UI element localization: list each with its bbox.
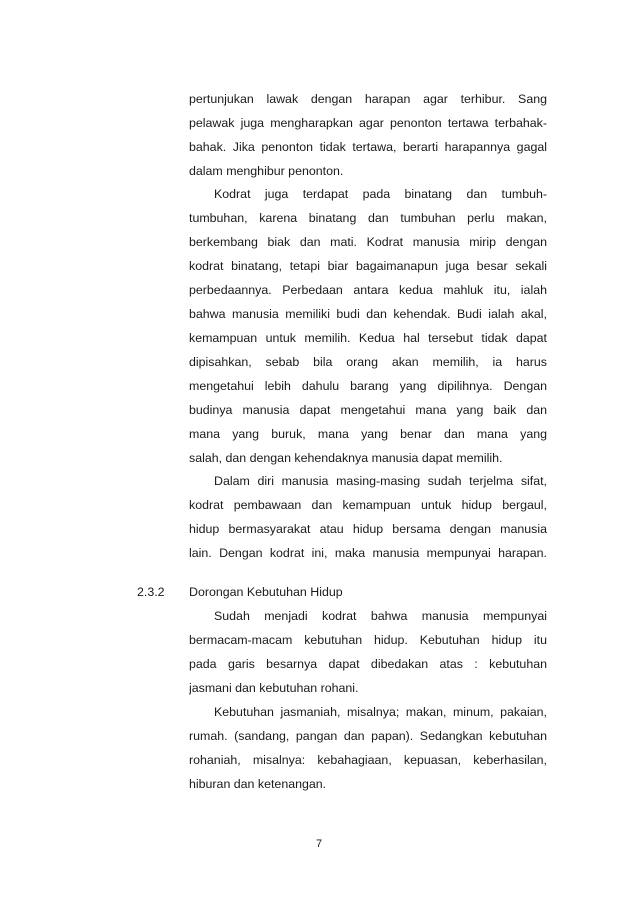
text-line: kemampuan untuk memilih. Kedua hal tersebut tidak dapat: [189, 331, 547, 345]
text-line: dipisahkan, sebab bila orang akan memilih, ia harus: [189, 355, 547, 369]
text-line: berkembang biak dan mati. Kodrat manusia mirip dengan: [189, 235, 547, 249]
paragraph-first-line: Dalam diri manusia masing-masing sudah terjelma sifat,: [214, 474, 547, 488]
text-line: hidup bermasyarakat atau hidup bersama dengan manusia: [189, 522, 547, 536]
text-line: lain. Dengan kodrat ini, maka manusia mempunyai harapan.: [189, 546, 547, 560]
text-line: bahak. Jika penonton tidak tertawa, berarti harapannya gagal: [189, 140, 547, 154]
text-line: bermacam-macam kebutuhan hidup. Kebutuhan hidup itu: [189, 633, 547, 647]
paragraph-first-line: Kodrat juga terdapat pada binatang dan tumbuh-: [214, 187, 547, 201]
text-line: hiburan dan ketenangan.: [189, 777, 327, 791]
text-line: pertunjukan lawak dengan harapan agar terhibur. Sang: [189, 92, 547, 106]
text-line: rumah. (sandang, pangan dan papan). Sedangkan kebutuhan: [189, 729, 547, 743]
text-line: bahwa manusia memiliki budi dan kehendak. Budi ialah akal,: [189, 307, 547, 321]
text-line: dalam menghibur penonton.: [189, 164, 344, 178]
text-line: pelawak juga mengharapkan agar penonton tertawa terbahak-: [189, 116, 547, 130]
text-line: kodrat binatang, tetapi biar bagaimanapun juga besar sekali: [189, 259, 547, 273]
section-title: Dorongan Kebutuhan Hidup: [189, 585, 343, 599]
text-line: perbedaannya. Perbedaan antara kedua mahluk itu, ialah: [189, 283, 547, 297]
text-line: salah, dan dengan kehendaknya manusia dapat memilih.: [189, 451, 503, 465]
text-line: mana yang buruk, mana yang benar dan mana yang: [189, 427, 547, 441]
text-line: mengetahui lebih dahulu barang yang dipilihnya. Dengan: [189, 379, 547, 393]
page-number: 7: [315, 838, 323, 850]
text-line: jasmani dan kebutuhan rohani.: [189, 681, 359, 695]
text-line: kodrat pembawaan dan kemampuan untuk hidup bergaul,: [189, 498, 547, 512]
text-line: tumbuhan, karena binatang dan tumbuhan perlu makan,: [189, 211, 547, 225]
paragraph-first-line: Sudah menjadi kodrat bahwa manusia mempunyai: [214, 609, 547, 623]
section-number: 2.3.2: [137, 585, 165, 599]
text-line: pada garis besarnya dapat dibedakan atas : kebutuhan: [189, 657, 547, 671]
text-line: budinya manusia dapat mengetahui mana yang baik dan: [189, 403, 547, 417]
paragraph-first-line: Kebutuhan jasmaniah, misalnya; makan, minum, pakaian,: [214, 705, 547, 719]
text-line: rohaniah, misalnya: kebahagiaan, kepuasan, keberhasilan,: [189, 753, 547, 767]
